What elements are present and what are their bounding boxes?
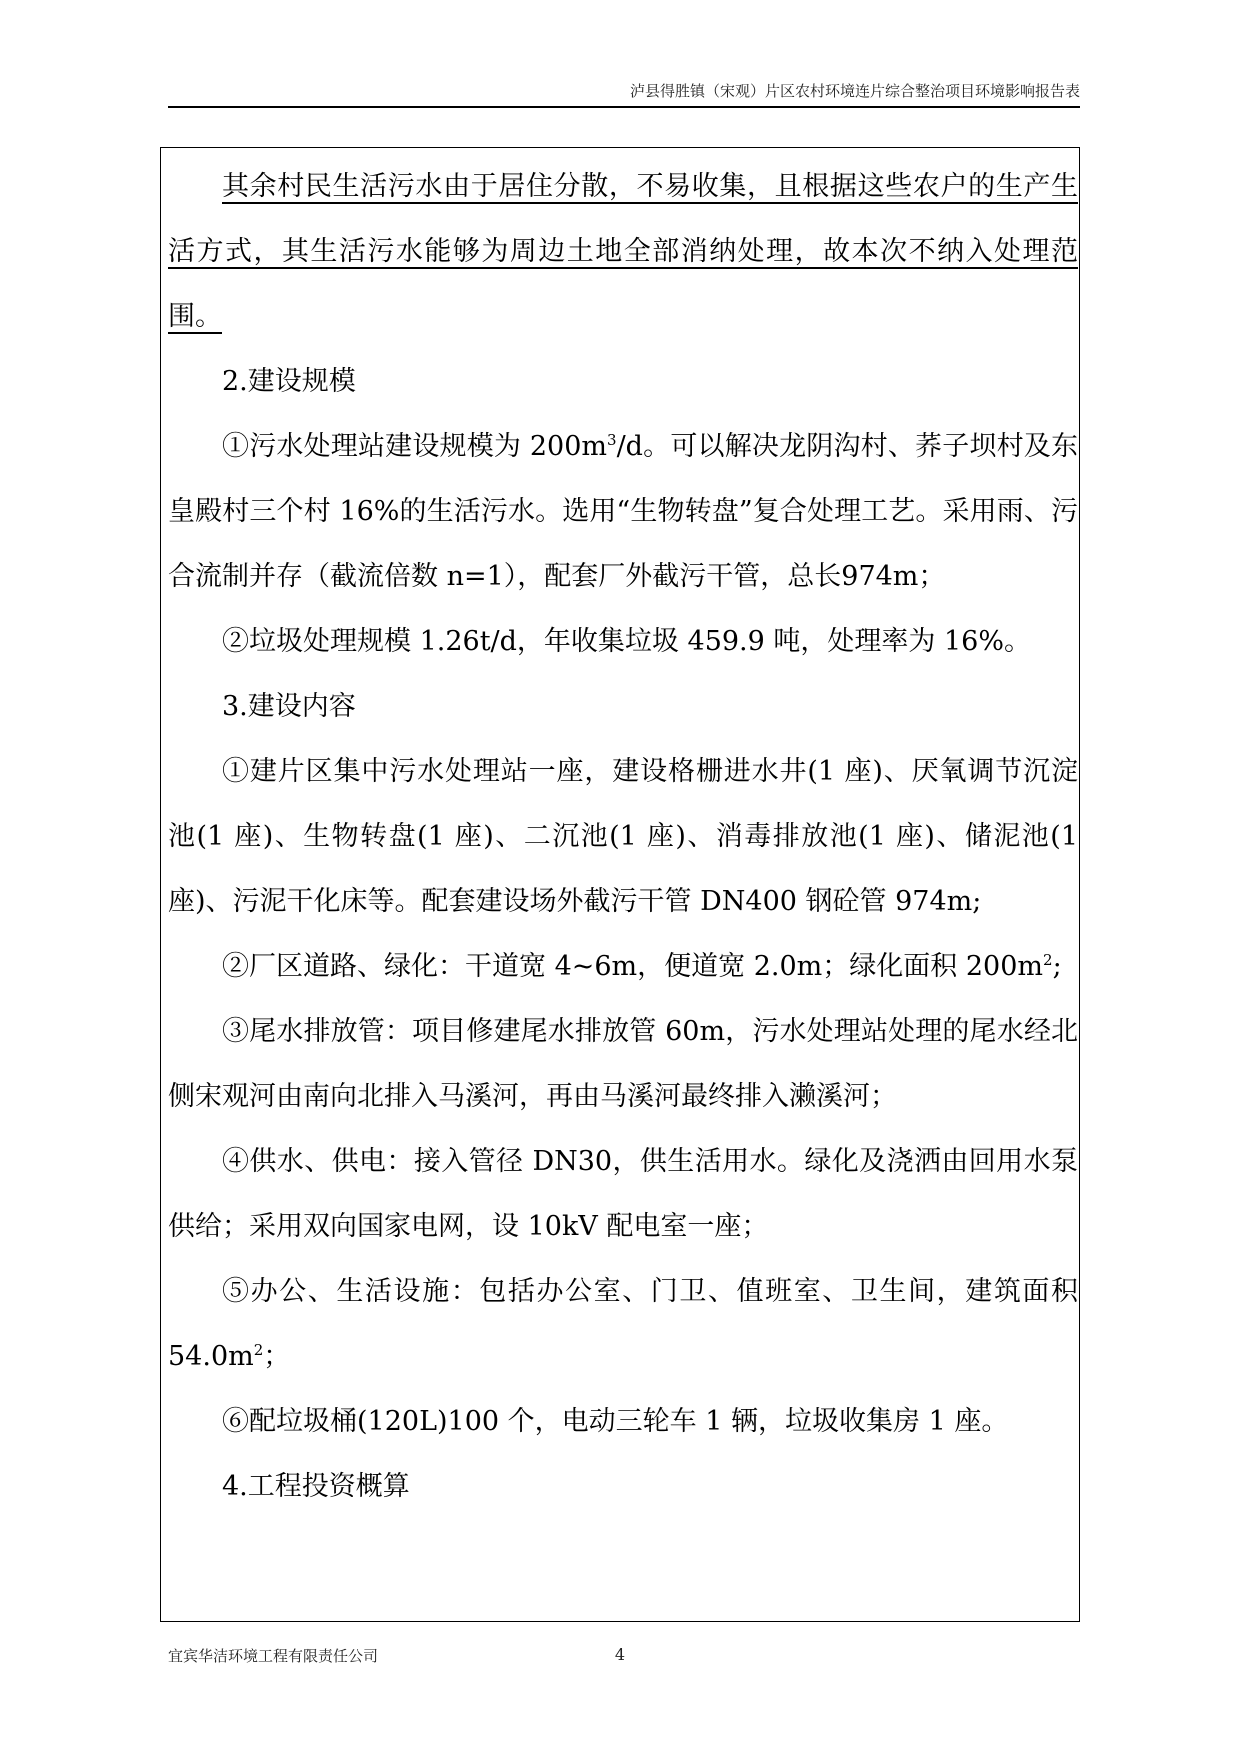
document-body (168, 154, 1078, 1519)
paragraph-garbage-equipment: ⑥配垃圾桶(120L)100 个，电动三轮车 1 辆，垃圾收集房 1 座。 (222, 1406, 1009, 1437)
page-header-title: 泸县得胜镇（宋观）片区农村环境连片综合整治项目环境影响报告表 (629, 82, 1080, 100)
heading-investment-estimate: 4.工程投资概算 (222, 1471, 410, 1502)
paragraph-roads-greening: ②厂区道路、绿化：干道宽 4~6m，便道宽 2.0m；绿化面积 $200m^2$; (222, 951, 1062, 982)
paragraph-garbage-scale: ②垃圾处理规模 1.26t/d，年收集垃圾 459.9 吨，处理率为 16%。 (222, 626, 1031, 657)
underlined-text: 其余村民生活污水由于居住分散，不易收集，且根据这些农户的生产生活方式，其生活污水能够为周边土地全部消纳处理，故本次不纳入处理范围。 (168, 171, 1078, 332)
heading-construction-scale: 2.建设规模 (222, 366, 356, 397)
paragraph-water-power: ④供水、供电：接入管径 DN30，供生活用水。绿化及浇洒由回用水泵供给；采用双向国家电网，设 10kV 配电室一座； (168, 1146, 1078, 1242)
footer-company: 宜宾华洁环境工程有限责任公司 (168, 1647, 379, 1665)
paragraph-excluded-villagers (168, 154, 1078, 349)
paragraph-office-facilities: ⑤办公、生活设施：包括办公室、门卫、值班室、卫生间，建筑面积 $54.0m^2$； (168, 1276, 1078, 1372)
page-number: 4 (614, 1645, 626, 1664)
paragraph-treatment-station: ①建片区集中污水处理站一座，建设格栅进水井(1 座)、厌氧调节沉淀池(1 座)、生物转盘(1 座)、二沉池(1 座)、消毒排放池(1 座)、储泥池(1 座)、污泥干化床等。配套建设场外截污干管 DN400 钢砼管 974m; (168, 756, 1078, 917)
paragraph-discharge-pipe: ③尾水排放管：项目修建尾水排放管 60m，污水处理站处理的尾水经北侧宋观河由南向北排入马溪河，再由马溪河最终排入濑溪河； (168, 1016, 1078, 1112)
heading-construction-content: 3.建设内容 (222, 691, 356, 722)
paragraph-sewage-station-scale: ①污水处理站建设规模为 $200m^3/d$。可以解决龙阴沟村、荞子坝村及东皇殿村三个村 16%的生活污水。选用“生物转盘”复合处理工艺。采用雨、污合流制并存（截流倍数 n=1），配套厂外截污干管，总长974m； (168, 431, 1078, 592)
header-divider (168, 106, 1080, 108)
